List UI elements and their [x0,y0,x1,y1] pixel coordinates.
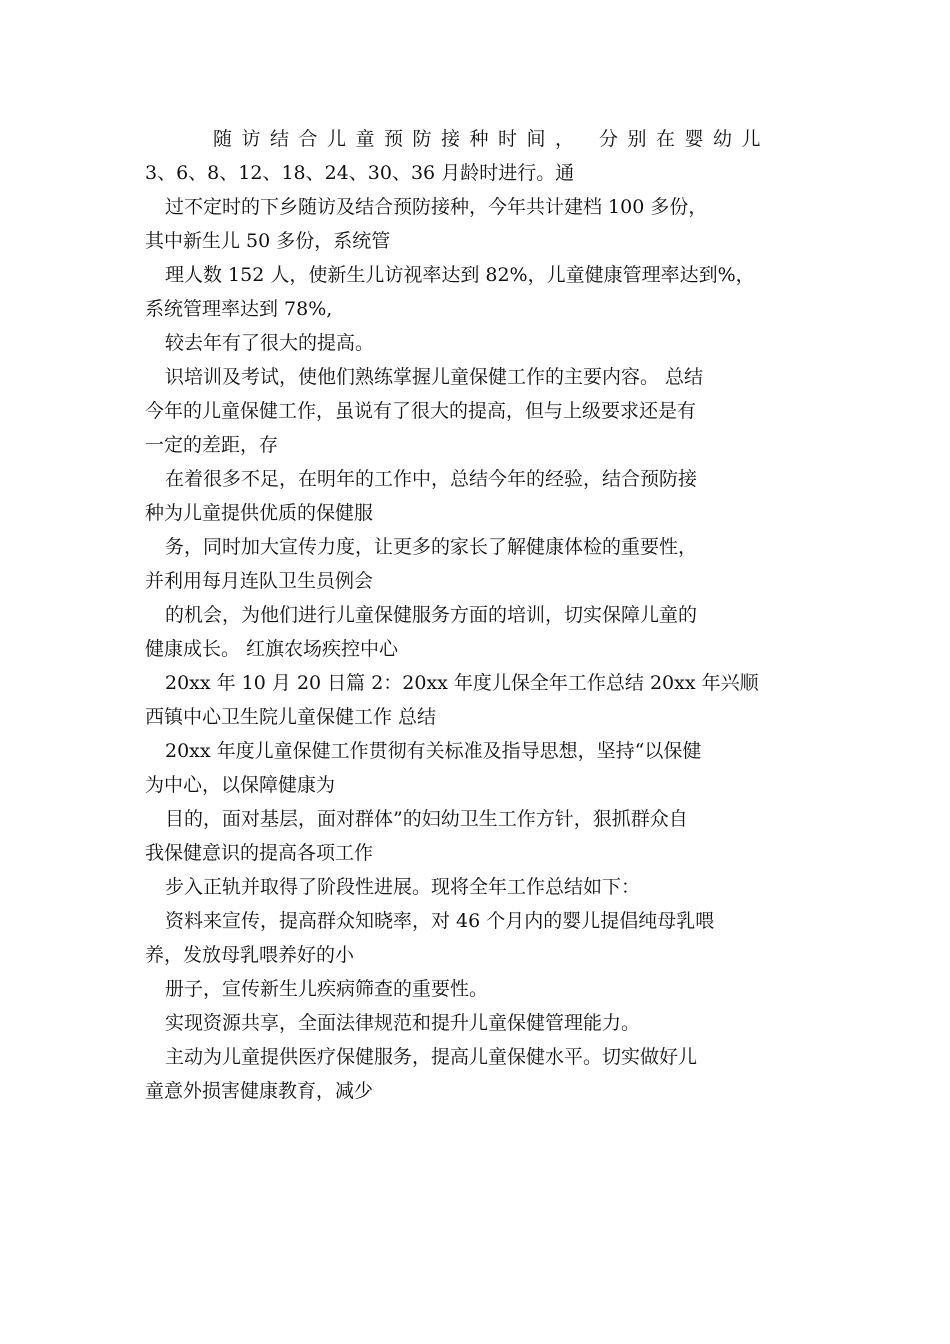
text-line: 识培训及考试，使他们熟练掌握儿童保健工作的主要内容。 总结 [165,366,704,388]
paragraph [145,530,810,598]
text-line: 在着很多不足，在明年的工作中，总结今年的经验，结合预防接 [165,468,698,490]
text-line: 理人数 152 人，使新生儿访视率达到 82%，儿童健康管理率达到%， [165,264,755,286]
text-line: 的机会，为他们进行儿童保健服务方面的培训，切实保障儿童的 [165,604,698,626]
paragraph [145,598,810,666]
text-line: 西镇中心卫生院儿童保健工作 总结 [145,706,437,728]
text-line: 过不定时的下乡随访及结合预防接种，今年共计建档 100 多份， [165,196,708,218]
text-line: 随访结合儿童预防接种时间， 分别在婴幼儿 [213,128,771,150]
text-line: 健康成长。 红旗农场疾控中心 [145,638,399,660]
text-line: 20xx 年度儿童保健工作贯彻有关标准及指导思想，坚持“以保健 [165,740,702,762]
paragraph [145,326,810,360]
text-line: 册子，宣传新生儿疾病筛查的重要性。 [165,978,489,1000]
text-line: 其中新生儿 50 多份，系统管 [145,230,391,252]
paragraph [145,360,810,462]
text-line: 3、6、8、12、18、24、30、36 月龄时进行。通 [145,162,575,184]
text-line: 较去年有了很大的提高。 [165,332,375,354]
paragraph [145,190,810,258]
text-line: 步入正轨并取得了阶段性进展。现将全年工作总结如下： [165,876,641,898]
paragraph [145,258,810,326]
text-line: 种为儿童提供优质的保健服 [145,502,374,524]
paragraph [145,122,810,190]
text-line: 一定的差距，存 [145,434,279,456]
text-line: 为中心，以保障健康为 [145,774,336,796]
paragraph [145,734,810,802]
paragraph [145,1006,810,1040]
text-line: 并利用每月连队卫生员例会 [145,570,374,592]
text-line: 养，发放母乳喂养好的小 [145,944,355,966]
paragraph [145,972,810,1006]
paragraph [145,802,810,870]
paragraph [145,904,810,972]
text-line: 资料来宣传，提高群众知晓率，对 46 个月内的婴儿提倡纯母乳喂 [165,910,715,932]
text-line: 今年的儿童保健工作，虽说有了很大的提高，但与上级要求还是有 [145,400,697,422]
text-line: 我保健意识的提高各项工作 [145,842,374,864]
text-line: 目的，面对基层，面对群体”的妇幼卫生工作方针，狠抓群众自 [165,808,688,830]
text-line: 童意外损害健康教育，减少 [145,1080,374,1102]
document-body [145,122,810,1108]
text-line: 系统管理率达到 78%, [145,298,333,320]
paragraph [145,870,810,904]
paragraph [145,666,810,734]
text-line: 主动为儿童提供医疗保健服务，提高儿童保健水平。切实做好儿 [165,1046,698,1068]
paragraph [145,462,810,530]
paragraph [145,1040,810,1108]
text-line: 20xx 年 10 月 20 日篇 2：20xx 年度儿保全年工作总结 20xx 年兴顺 [165,672,759,694]
text-line: 务，同时加大宣传力度，让更多的家长了解健康体检的重要性， [165,536,698,558]
text-line: 实现资源共享，全面法律规范和提升儿童保健管理能力。 [165,1012,641,1034]
